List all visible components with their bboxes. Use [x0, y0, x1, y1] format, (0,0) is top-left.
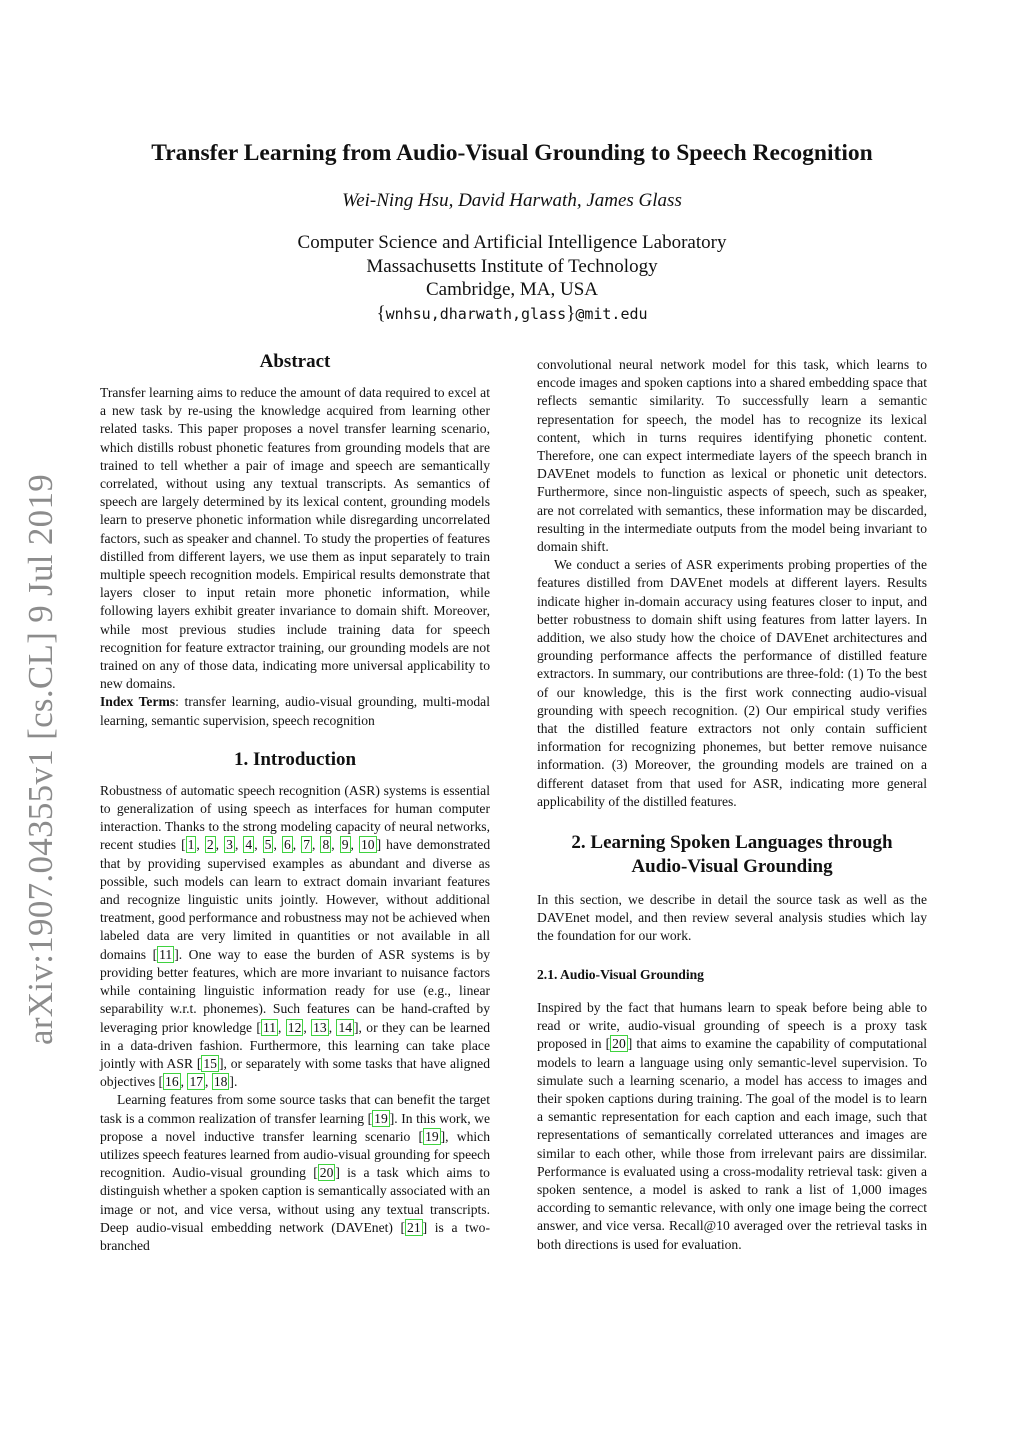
citation-link[interactable]: 17 — [189, 1074, 204, 1090]
index-terms — [100, 693, 490, 729]
intro-p1-text: ]. One way to ease the burden of ASR systems is by providing better features, which are more invariant to nuisance factors while containing linguistic information ready for use (e.g., linear separability w.r.t. phonemes). Such features can be hand-crafted by leveraging prior knowledge [ — [100, 946, 491, 1035]
introduction-heading: 1. Introduction — [233, 748, 357, 770]
citation-link[interactable]: 15 — [203, 1055, 217, 1071]
email-users: wnhsu,dharwath,glass — [385, 305, 567, 323]
intro-p1-text: ], or they can be learned in a data-driven fashion. Furthermore, this learning can take place jointly with ASR [ — [100, 1019, 491, 1071]
intro-p2-text: ] is a task which aims to distinguish whether a spoken caption is semantically associated with an image or not, and vice versa, without using any textual transcripts. Deep audio-visual embedding network (DAVEnet) [ — [100, 1165, 490, 1235]
citation-link[interactable]: 14 — [338, 1019, 353, 1035]
citation-link[interactable]: 12 — [287, 1019, 302, 1035]
citation-link[interactable]: 6 — [283, 837, 291, 853]
index-terms-label: Index Terms — [100, 694, 176, 710]
intro-paragraph-2 — [100, 1091, 490, 1255]
citation-link[interactable]: 16 — [165, 1074, 179, 1090]
index-terms-text: : transfer learning, audio-visual grounding, multi-modal learning, semantic supervision, speech recognition — [100, 694, 490, 728]
citation-link[interactable]: 19 — [374, 1110, 388, 1126]
citation-link[interactable]: 7 — [303, 837, 310, 853]
right-column — [537, 356, 927, 1254]
section-2-heading-line-2: Audio-Visual Grounding — [631, 856, 833, 878]
author-list: Wei-Ning Hsu, David Harwath, James Glass — [342, 190, 682, 211]
intro-paragraph-1: Robustness of automatic speech recognition (ASR) systems is essential to generalization of using speech as interfaces for human computer interaction. Thanks to the strong modeling capacity of neural networks, recent studies [ 1 , 2 , 3 , 4 , 5 , 6 , 7 , 8 , 9 , 10 ] have demonstrated that by providing supervised examples as abundant and diverse as possible, such models can learn to extract domain invariant features and recognize linguistic units jointly. However, without additional treatment, good performance and robustness may not be achieved when labeled data are very limited in quantities or not available in all domains [ 11 ]. One way to ease the burden of ASR systems is by providing better features, which are more invariant to nuisance factors while containing linguistic information ready for use (e.g., linear separability w.r.t. phonemes). Such features can be hand-crafted by leveraging prior knowledge [ 11 , 12 , 13 , 14 ], or they can be learned in a data-driven fashion. Furthermore, this learning can take place jointly with ASR [ 15 ], or separately with some tasks that have aligned objectives [ 16 , 17 , 18 ]. — [100, 782, 491, 1090]
intro-p2-text: ] is a two-branched — [100, 1219, 490, 1253]
abstract-heading: Abstract — [259, 351, 331, 372]
citation-link[interactable]: 19 — [425, 1128, 439, 1144]
intro-paragraph-4: We conduct a series of ASR experiments probing properties of the features distilled from DAVEnet models at different layers. Results indicate higher in-domain accuracy using features closer to input, and better robustness to domain shift using features from latter layers. In addition, we also study how the choice of DAVEnet architectures and grounding performance affects the performance of distilled feature extractors. In summary, our contributions are three-fold: (1) To the best of our knowledge, this is the first work connecting audio-visual grounding with speech recognition. (2) Our empirical study verifies that the distilled feature extractors not only contain sufficient information for recognizing phonemes, but better remove nuisance information. (3) Moreover, the grounding models are trained on a different dataset from that used for ASR, indicating more general applicability of the distilled features. — [537, 557, 927, 809]
section-2-heading-line-1: 2. Learning Spoken Languages through — [571, 832, 893, 854]
citation-link[interactable]: 2 — [206, 837, 214, 853]
intro-p1-text: ]. — [229, 1074, 238, 1090]
author-emails — [0, 302, 1024, 326]
affiliation — [0, 231, 1024, 302]
citation-link[interactable]: 3 — [226, 837, 233, 853]
affiliation-location: Cambridge, MA, USA — [425, 279, 599, 300]
citation-link[interactable]: 11 — [159, 946, 173, 962]
intro-p2-text: ]. In this work, we propose a novel inductive transfer learning scenario [ — [100, 1110, 490, 1144]
citation-link[interactable]: 13 — [313, 1019, 327, 1035]
email-open-brace: { — [376, 303, 386, 324]
section-2-heading — [537, 831, 927, 879]
citation-link[interactable]: 20 — [612, 1036, 626, 1052]
subsection-2-1-paragraph — [537, 999, 927, 1254]
abstract-text: Transfer learning aims to reduce the amount of data required to excel at a new task by re-using the knowledge acquired from learning other related tasks. This paper proposes a novel transfer learning scenario, which distills robust phonetic features from grounding models that are trained to tell whether a pair of image and speech are semantically correlated, without using any textual transcripts. As semantics of speech are largely determined by its lexical content, grounding models learn to preserve phonetic information while disregarding uncorrelated factors, such as speaker and channel. To study the properties of features distilled from different layers, we use them as input separately to train multiple speech recognition models. Empirical results demonstrate that layers closer to input retain more phonetic information, while following layers exhibit greater invariance to domain shift. Moreover, while most previous studies include training data for speech recognition for feature extractor training, our grounding models are not trained on any of those data, indicating more universal applicability to new domains. — [100, 385, 490, 692]
citation-link[interactable]: 18 — [213, 1074, 228, 1090]
affiliation-institute: Massachusetts Institute of Technology — [366, 255, 658, 277]
intro-p2-text: ], which utilizes speech features learned from audio-visual grounding for speech recognition. Audio-visual grounding [ — [100, 1128, 490, 1181]
subsection-2-1-heading: 2.1. Audio-Visual Grounding — [537, 966, 704, 982]
citation-link[interactable]: 9 — [341, 837, 349, 853]
citation-link[interactable]: 11 — [262, 1019, 277, 1035]
citation-link[interactable]: 8 — [322, 837, 330, 853]
intro-p1-text: Robustness of automatic speech recognition (ASR) systems is essential to generalization of using speech as interfaces for human computer interaction. Thanks to the strong modeling capacity of neural networks, recent studies [ — [100, 782, 490, 853]
citation-link[interactable]: 20 — [319, 1165, 334, 1181]
arxiv-identifier: arXiv:1907.04355v1 [cs.CL] 9 Jul 2019 — [21, 473, 60, 1045]
left-column — [100, 350, 490, 1255]
citation-link[interactable]: 5 — [264, 837, 272, 853]
section-2-intro: In this section, we describe in detail the source task as well as the DAVEnet model, and then review several analysis studies which lay the foundation for our work. — [537, 892, 927, 944]
affiliation-lab: Computer Science and Artificial Intelligence Laboratory — [297, 232, 727, 253]
email-close-brace: } — [566, 303, 576, 324]
citation-link[interactable]: 1 — [187, 837, 195, 853]
paper-title: Transfer Learning from Audio-Visual Grounding to Speech Recognition — [151, 140, 873, 166]
subsection-text: ] that aims to examine the capability of computational models to learn a language using only semantic-level supervision. To simulate such a learning scenario, a model has access to images and their spoken captions during training. The goal of the model is to learn a semantic representation for each caption and each image, such that representations of semantically correlated utterances and images are similar to each other, while those from irrelevant pairs are dissimilar. Performance is evaluated using a cross-modality retrieval task: given a spoken sentence, a model is asked to rank a list of 1,000 images according to semantic relevance, with only one image being the correct answer, and vice versa. Recall@10 averaged over the retrieval tasks in both directions is used for evaluation. — [537, 1036, 928, 1252]
citation-link[interactable]: 10 — [361, 837, 375, 853]
citation-link[interactable]: 4 — [245, 837, 253, 853]
intro-p2-text: Learning features from some source tasks that can benefit the target task is a common realization of transfer learning [ — [100, 1092, 490, 1126]
citation-link[interactable]: 21 — [407, 1219, 421, 1235]
email-domain: @mit.edu — [575, 305, 648, 323]
intro-p1-text: ] have demonstrated that by providing supervised examples as abundant and diverse as possible, such models can learn to extract domain invariant features and recognize linguistic units jointly. However, without additional treatment, good performance and robustness may not be achieved when labeled data are very limited in quantities or not available in all domains [ — [100, 837, 491, 962]
intro-paragraph-3: convolutional neural network model for this task, which learns to encode images and spoken captions into a shared embedding space that reflects semantic similarity. To successfully learn a semantic representation for speech, the model has to recognize its lexical content, which in turns requires identifying phonetic content. Therefore, one can expect intermediate layers of the speech branch in DAVEnet models to function as lexical or phonetic unit detectors. Furthermore, since non-linguistic aspects of speech, such as speaker, are not correlated with semantics, these information may be discarded, resulting in the intermediate outputs from the model being invariant to domain shift. — [537, 357, 927, 555]
subsection-text: Inspired by the fact that humans learn to speak before being able to read or write, audio-visual grounding of speech is a proxy task proposed in [ — [537, 999, 927, 1052]
intro-p1-text: ], or separately with some tasks that have aligned objectives [ — [100, 1055, 490, 1090]
